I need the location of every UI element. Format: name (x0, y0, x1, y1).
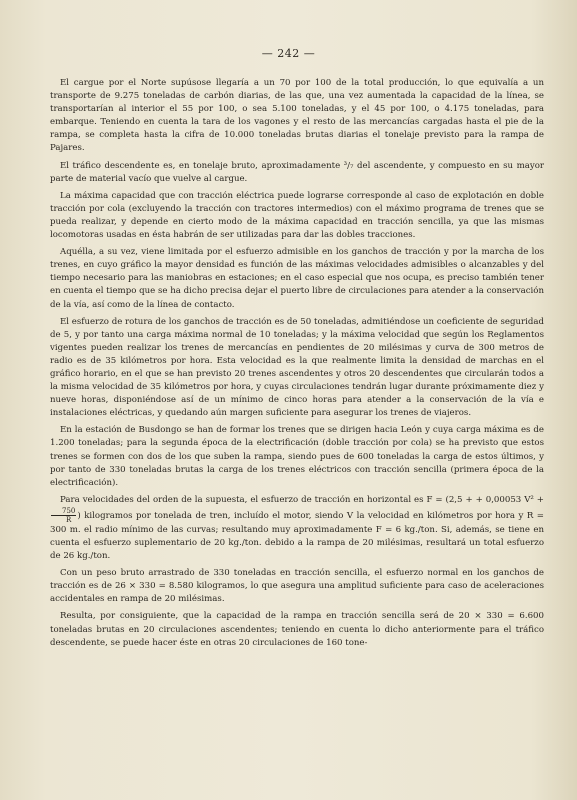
fraction-numerator: 750 (51, 507, 76, 516)
paragraph: El cargue por el Norte supúsose llegaría a un 70 por 100 de la total producción, lo que equivalía a un transporte de 9.275 toneladas de carbón diarias, de las que, una vez aumentada la capacidad de la línea, se transportarían al interior el 55 por 100, o sea 5.100 toneladas, y el 45 por 100, o 4.175 toneladas, para embarque. Teniendo en cuenta la tara de los vagones y el resto de las mercancías cargadas hasta el pie de la rampa, se completa hasta la cifra de 10.000 toneladas brutas diarias el tonelaje previsto para la rampa de Pajares. (50, 78, 544, 154)
paragraph: El esfuerzo de rotura de los ganchos de tracción es de 50 toneladas, admitiéndose un coeficiente de seguridad de 5, y por tanto una carga máxima normal de 10 toneladas; y la máxima velocidad que según los Reglamentos vigentes pueden realizar los trenes de mercancías en pendientes de 20 milésimas y curva de 300 metros de radio es de 35 kilómetros por hora. Esta velocidad es la que realmente limita la densidad de marchas en el gráfico horario, en el que se han previsto 20 trenes ascendentes y otros 20 descendentes que circularán todos a la misma velocidad de 35 kilómetros por hora, y cuyas circulaciones tendrán lugar durante próximamente diez y nueve horas, disponiéndose así de un mínimo de cinco horas para atender a la conservación de la vía e instalaciones eléctricas, y quedando aún margen suficiente para asegurar los trenes de viajeros. (50, 316, 544, 419)
fraction (51, 507, 76, 524)
paragraph: El tráfico descendente es, en tonelaje bruto, aproximadamente ³/₇ del ascendente, y compuesto en su mayor parte de material vacío que vuelve al cargue. (50, 160, 544, 184)
paragraph: La máxima capacidad que con tracción eléctrica puede lograrse corresponde al caso de explotación en doble tracción por cola (excluyendo la tracción con tractores intermedios) con el máximo programa de trenes que se pueda realizar, y depende en cierto modo de la máxima capacidad en tracción sencilla, ya que las mismas locomotoras usadas en ésta habrán de ser utilizadas para dar las dobles tracciones. (50, 190, 544, 241)
formula-paragraph (50, 494, 544, 563)
paragraph: Aquélla, a su vez, viene limitada por el esfuerzo admisible en los ganchos de tracción y por la marcha de los trenes, en cuyo gráfico la mayor densidad es función de las máximas velocidades admisibles o alcanzables y del tiempo necesario para las maniobras en estaciones; en el caso especial que nos ocupa, es preciso también tener en cuenta el tiempo que se ha dicho precisa dejar el puerto libre de circulaciones para atender a la conservación de la vía, así como de la línea de contacto. (50, 247, 544, 310)
paragraph: Resulta, por consiguiente, que la capacidad de la rampa en tracción sencilla será de 20 × 330 = 6.600 toneladas brutas en 20 circulaciones ascendentes; teniendo en cuenta lo dicho anteriormente para el tráfico descendente, se puede hacer éste en otras 20 circulaciones de 160 tone- (50, 611, 544, 648)
formula-text-after: ) kilogramos por tonelada de tren, incluído el motor, siendo V la velocidad en kilómetros por hora y R = 300 m. el radio mínimo de las curvas; resultando muy aproximadamente F = 6 kg./ton. Si, además, se tiene en cuenta el esfuerzo suplementario de 20 kg./ton. debido a la rampa de 20 milésimas, resultará un total esfuerzo de 26 kg./ton. (50, 510, 544, 562)
fraction-denominator: R (66, 515, 72, 524)
text-body (50, 77, 544, 653)
paragraph: Con un peso bruto arrastrado de 330 toneladas en tracción sencilla, el esfuerzo normal en los ganchos de tracción es de 26 × 330 = 8.580 kilogramos, lo que asegura una amplitud suficiente para caso de aceleraciones accidentales en rampa de 20 milésimas. (50, 568, 544, 605)
paragraph: En la estación de Busdongo se han de formar los trenes que se dirigen hacia León y cuya carga máxima es de 1.200 toneladas; para la segunda época de la electrificación (doble tracción por cola) se ha previsto que estos trenes se formen con dos de los que suben la rampa, siendo pues de 600 toneladas la carga de estos últimos, y por tanto de 330 toneladas brutas la carga de los trenes eléctricos con tracción sencilla (primera época de la electrificación). (50, 425, 544, 488)
formula-text-before: Para velocidades del orden de la supuesta, el esfuerzo de tracción en horizontal es F = (2,5 + + 0,00053 V² + (60, 494, 544, 505)
page-number: — 242 — (261, 47, 316, 60)
